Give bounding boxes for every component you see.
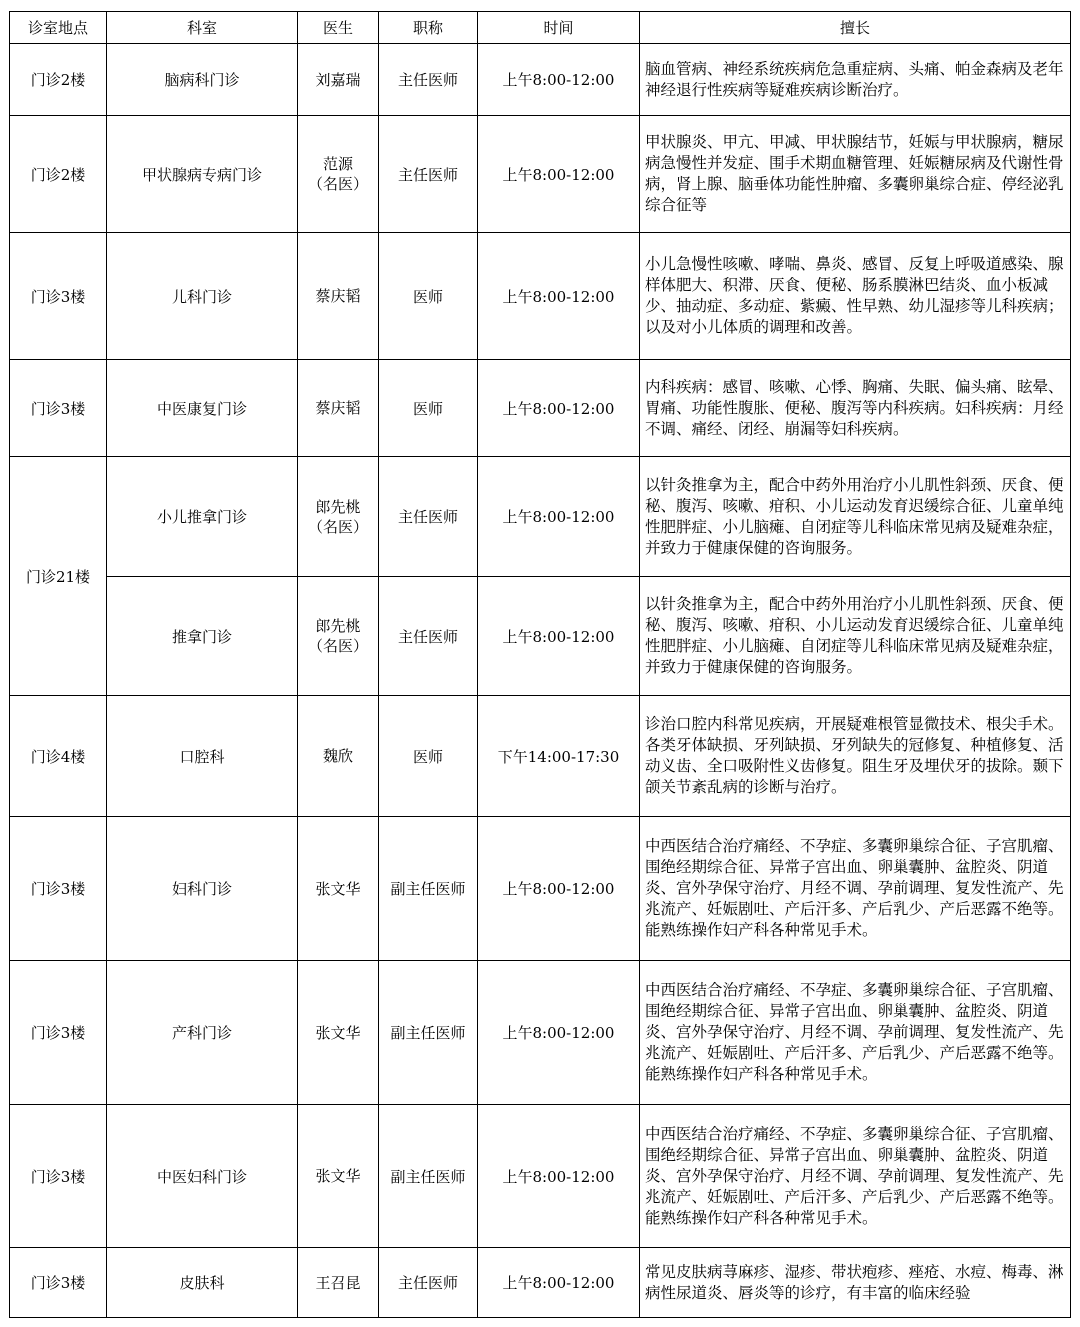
cell-department: 甲状腺病专病门诊 xyxy=(107,116,298,233)
cell-location: 门诊2楼 xyxy=(10,116,107,233)
cell-title: 主任医师 xyxy=(379,44,478,116)
doctor-note: （名医） xyxy=(307,637,368,655)
cell-time: 上午8:00-12:00 xyxy=(478,577,640,696)
cell-department: 皮肤科 xyxy=(107,1248,298,1318)
doctor-name: 郎先桃 xyxy=(315,497,361,516)
doctor-note: （名医） xyxy=(307,175,368,193)
header-title: 职称 xyxy=(379,12,478,44)
cell-title: 医师 xyxy=(379,696,478,817)
header-department: 科室 xyxy=(107,12,298,44)
cell-doctor xyxy=(298,457,379,577)
table-row xyxy=(10,696,1071,817)
cell-specialty: 诊治口腔内科常见疾病，开展疑难根管显微技术、根尖手术。各类牙体缺损、牙列缺损、牙列缺失的冠修复、种植修复、活动义齿、全口吸附性义齿修复。阻生牙及埋伏牙的拔除。颞下颌关节紊乱病的诊断与治疗。 xyxy=(640,696,1071,817)
cell-doctor xyxy=(298,233,379,360)
cell-specialty: 常见皮肤病荨麻疹、湿疹、带状疱疹、痤疮、水痘、梅毒、淋病性尿道炎、唇炎等的诊疗，有丰富的临床经验 xyxy=(640,1248,1071,1318)
cell-specialty: 中西医结合治疗痛经、不孕症、多囊卵巢综合征、子宫肌瘤、围绝经期综合征、异常子宫出血、卵巢囊肿、盆腔炎、阴道炎、宫外孕保守治疗、月经不调、孕前调理、复发性流产、先兆流产、妊娠剧吐、产后汗多、产后乳少、产后恶露不绝等。能熟练操作妇产科各种常见手术。 xyxy=(640,817,1071,961)
cell-time: 上午8:00-12:00 xyxy=(478,457,640,577)
cell-doctor xyxy=(298,817,379,961)
doctor-name: 魏欣 xyxy=(322,747,353,765)
cell-specialty: 以针灸推拿为主，配合中药外用治疗小儿肌性斜颈、厌食、便秘、腹泻、咳嗽、疳积、小儿运动发育迟缓综合征、儿童单纯性肥胖症、小儿脑瘫、自闭症等儿科临床常见病及疑难杂症，并致力于健康保健的咨询服务。 xyxy=(640,457,1071,577)
clinic-schedule-table xyxy=(9,11,1071,1318)
cell-specialty: 中西医结合治疗痛经、不孕症、多囊卵巢综合征、子宫肌瘤、围绝经期综合征、异常子宫出血、卵巢囊肿、盆腔炎、阴道炎、宫外孕保守治疗、月经不调、孕前调理、复发性流产、先兆流产、妊娠剧吐、产后汗多、产后乳少、产后恶露不绝等。能熟练操作妇产科各种常见手术。 xyxy=(640,961,1071,1105)
cell-time: 上午8:00-12:00 xyxy=(478,360,640,457)
cell-location: 门诊3楼 xyxy=(10,1105,107,1248)
cell-time: 上午8:00-12:00 xyxy=(478,44,640,116)
table-row xyxy=(10,577,1071,696)
cell-department: 中医康复门诊 xyxy=(107,360,298,457)
table-row xyxy=(10,360,1071,457)
cell-doctor xyxy=(298,360,379,457)
doctor-name: 范源 xyxy=(322,155,353,173)
cell-specialty: 脑血管病、神经系统疾病危急重症病、头痛、帕金森病及老年神经退行性疾病等疑难疾病诊断治疗。 xyxy=(640,44,1071,116)
cell-specialty: 甲状腺炎、甲亢、甲减、甲状腺结节，妊娠与甲状腺病，糖尿病急慢性并发症、围手术期血糖管理、妊娠糖尿病及代谢性骨病，肾上腺、脑垂体功能性肿瘤、多囊卵巢综合症、停经泌乳综合征等 xyxy=(640,116,1071,233)
cell-location: 门诊3楼 xyxy=(10,961,107,1105)
table-row xyxy=(10,457,1071,577)
doctor-note: （名医） xyxy=(307,517,368,536)
table-row xyxy=(10,1105,1071,1248)
doctor-name: 蔡庆韬 xyxy=(315,287,361,305)
cell-doctor xyxy=(298,696,379,817)
table-row xyxy=(10,233,1071,360)
cell-title: 副主任医师 xyxy=(379,817,478,961)
table-row xyxy=(10,44,1071,116)
cell-doctor xyxy=(298,1105,379,1248)
cell-title: 医师 xyxy=(379,360,478,457)
doctor-name: 张文华 xyxy=(315,1023,361,1042)
cell-time: 上午8:00-12:00 xyxy=(478,1105,640,1248)
table-header-row xyxy=(10,12,1071,44)
cell-title: 主任医师 xyxy=(379,577,478,696)
cell-department: 产科门诊 xyxy=(107,961,298,1105)
table-row xyxy=(10,817,1071,961)
cell-department: 儿科门诊 xyxy=(107,233,298,360)
cell-doctor xyxy=(298,577,379,696)
cell-department: 中医妇科门诊 xyxy=(107,1105,298,1248)
doctor-name: 蔡庆韬 xyxy=(315,399,361,417)
doctor-name: 张文华 xyxy=(315,879,361,898)
table-row xyxy=(10,961,1071,1105)
cell-title: 主任医师 xyxy=(379,116,478,233)
cell-title: 副主任医师 xyxy=(379,1105,478,1248)
cell-department: 小儿推拿门诊 xyxy=(107,457,298,577)
doctor-name: 王召昆 xyxy=(315,1273,361,1292)
cell-location: 门诊4楼 xyxy=(10,696,107,817)
cell-location: 门诊2楼 xyxy=(10,44,107,116)
cell-location: 门诊21楼 xyxy=(10,457,107,696)
cell-specialty: 中西医结合治疗痛经、不孕症、多囊卵巢综合征、子宫肌瘤、围绝经期综合征、异常子宫出血、卵巢囊肿、盆腔炎、阴道炎、宫外孕保守治疗、月经不调、孕前调理、复发性流产、先兆流产、妊娠剧吐、产后汗多、产后乳少、产后恶露不绝等。能熟练操作妇产科各种常见手术。 xyxy=(640,1105,1071,1248)
table-row xyxy=(10,116,1071,233)
doctor-name: 郎先桃 xyxy=(315,617,361,635)
header-specialty: 擅长 xyxy=(640,12,1071,44)
cell-specialty: 内科疾病：感冒、咳嗽、心悸、胸痛、失眠、偏头痛、眩晕、胃痛、功能性腹胀、便秘、腹泻等内科疾病。妇科疾病：月经不调、痛经、闭经、崩漏等妇科疾病。 xyxy=(640,360,1071,457)
cell-title: 医师 xyxy=(379,233,478,360)
header-location: 诊室地点 xyxy=(10,12,107,44)
doctor-name: 张文华 xyxy=(315,1167,361,1185)
cell-title: 主任医师 xyxy=(379,457,478,577)
table-row xyxy=(10,1248,1071,1318)
doctor-name: 刘嘉瑞 xyxy=(315,70,361,89)
header-time: 时间 xyxy=(478,12,640,44)
cell-specialty: 以针灸推拿为主，配合中药外用治疗小儿肌性斜颈、厌食、便秘、腹泻、咳嗽、疳积、小儿运动发育迟缓综合征、儿童单纯性肥胖症、小儿脑瘫、自闭症等儿科临床常见病及疑难杂症，并致力于健康保健的咨询服务。 xyxy=(640,577,1071,696)
cell-time: 上午8:00-12:00 xyxy=(478,961,640,1105)
cell-time: 上午8:00-12:00 xyxy=(478,233,640,360)
cell-department: 口腔科 xyxy=(107,696,298,817)
cell-title: 副主任医师 xyxy=(379,961,478,1105)
cell-time: 上午8:00-12:00 xyxy=(478,817,640,961)
cell-location: 门诊3楼 xyxy=(10,233,107,360)
cell-location: 门诊3楼 xyxy=(10,1248,107,1318)
cell-doctor xyxy=(298,961,379,1105)
cell-department: 脑病科门诊 xyxy=(107,44,298,116)
cell-doctor xyxy=(298,44,379,116)
cell-department: 妇科门诊 xyxy=(107,817,298,961)
cell-location: 门诊3楼 xyxy=(10,360,107,457)
cell-doctor xyxy=(298,116,379,233)
cell-doctor xyxy=(298,1248,379,1318)
cell-time: 上午8:00-12:00 xyxy=(478,116,640,233)
schedule-page xyxy=(9,11,1070,1318)
cell-specialty: 小儿急慢性咳嗽、哮喘、鼻炎、感冒、反复上呼吸道感染、腺样体肥大、积滞、厌食、便秘、肠系膜淋巴结炎、血小板减少、抽动症、多动症、紫癜、性早熟、幼儿湿疹等儿科疾病；以及对小儿体质的调理和改善。 xyxy=(640,233,1071,360)
cell-department: 推拿门诊 xyxy=(107,577,298,696)
cell-time: 下午14:00-17:30 xyxy=(478,696,640,817)
cell-title: 主任医师 xyxy=(379,1248,478,1318)
cell-location: 门诊3楼 xyxy=(10,817,107,961)
header-doctor: 医生 xyxy=(298,12,379,44)
cell-time: 上午8:00-12:00 xyxy=(478,1248,640,1318)
